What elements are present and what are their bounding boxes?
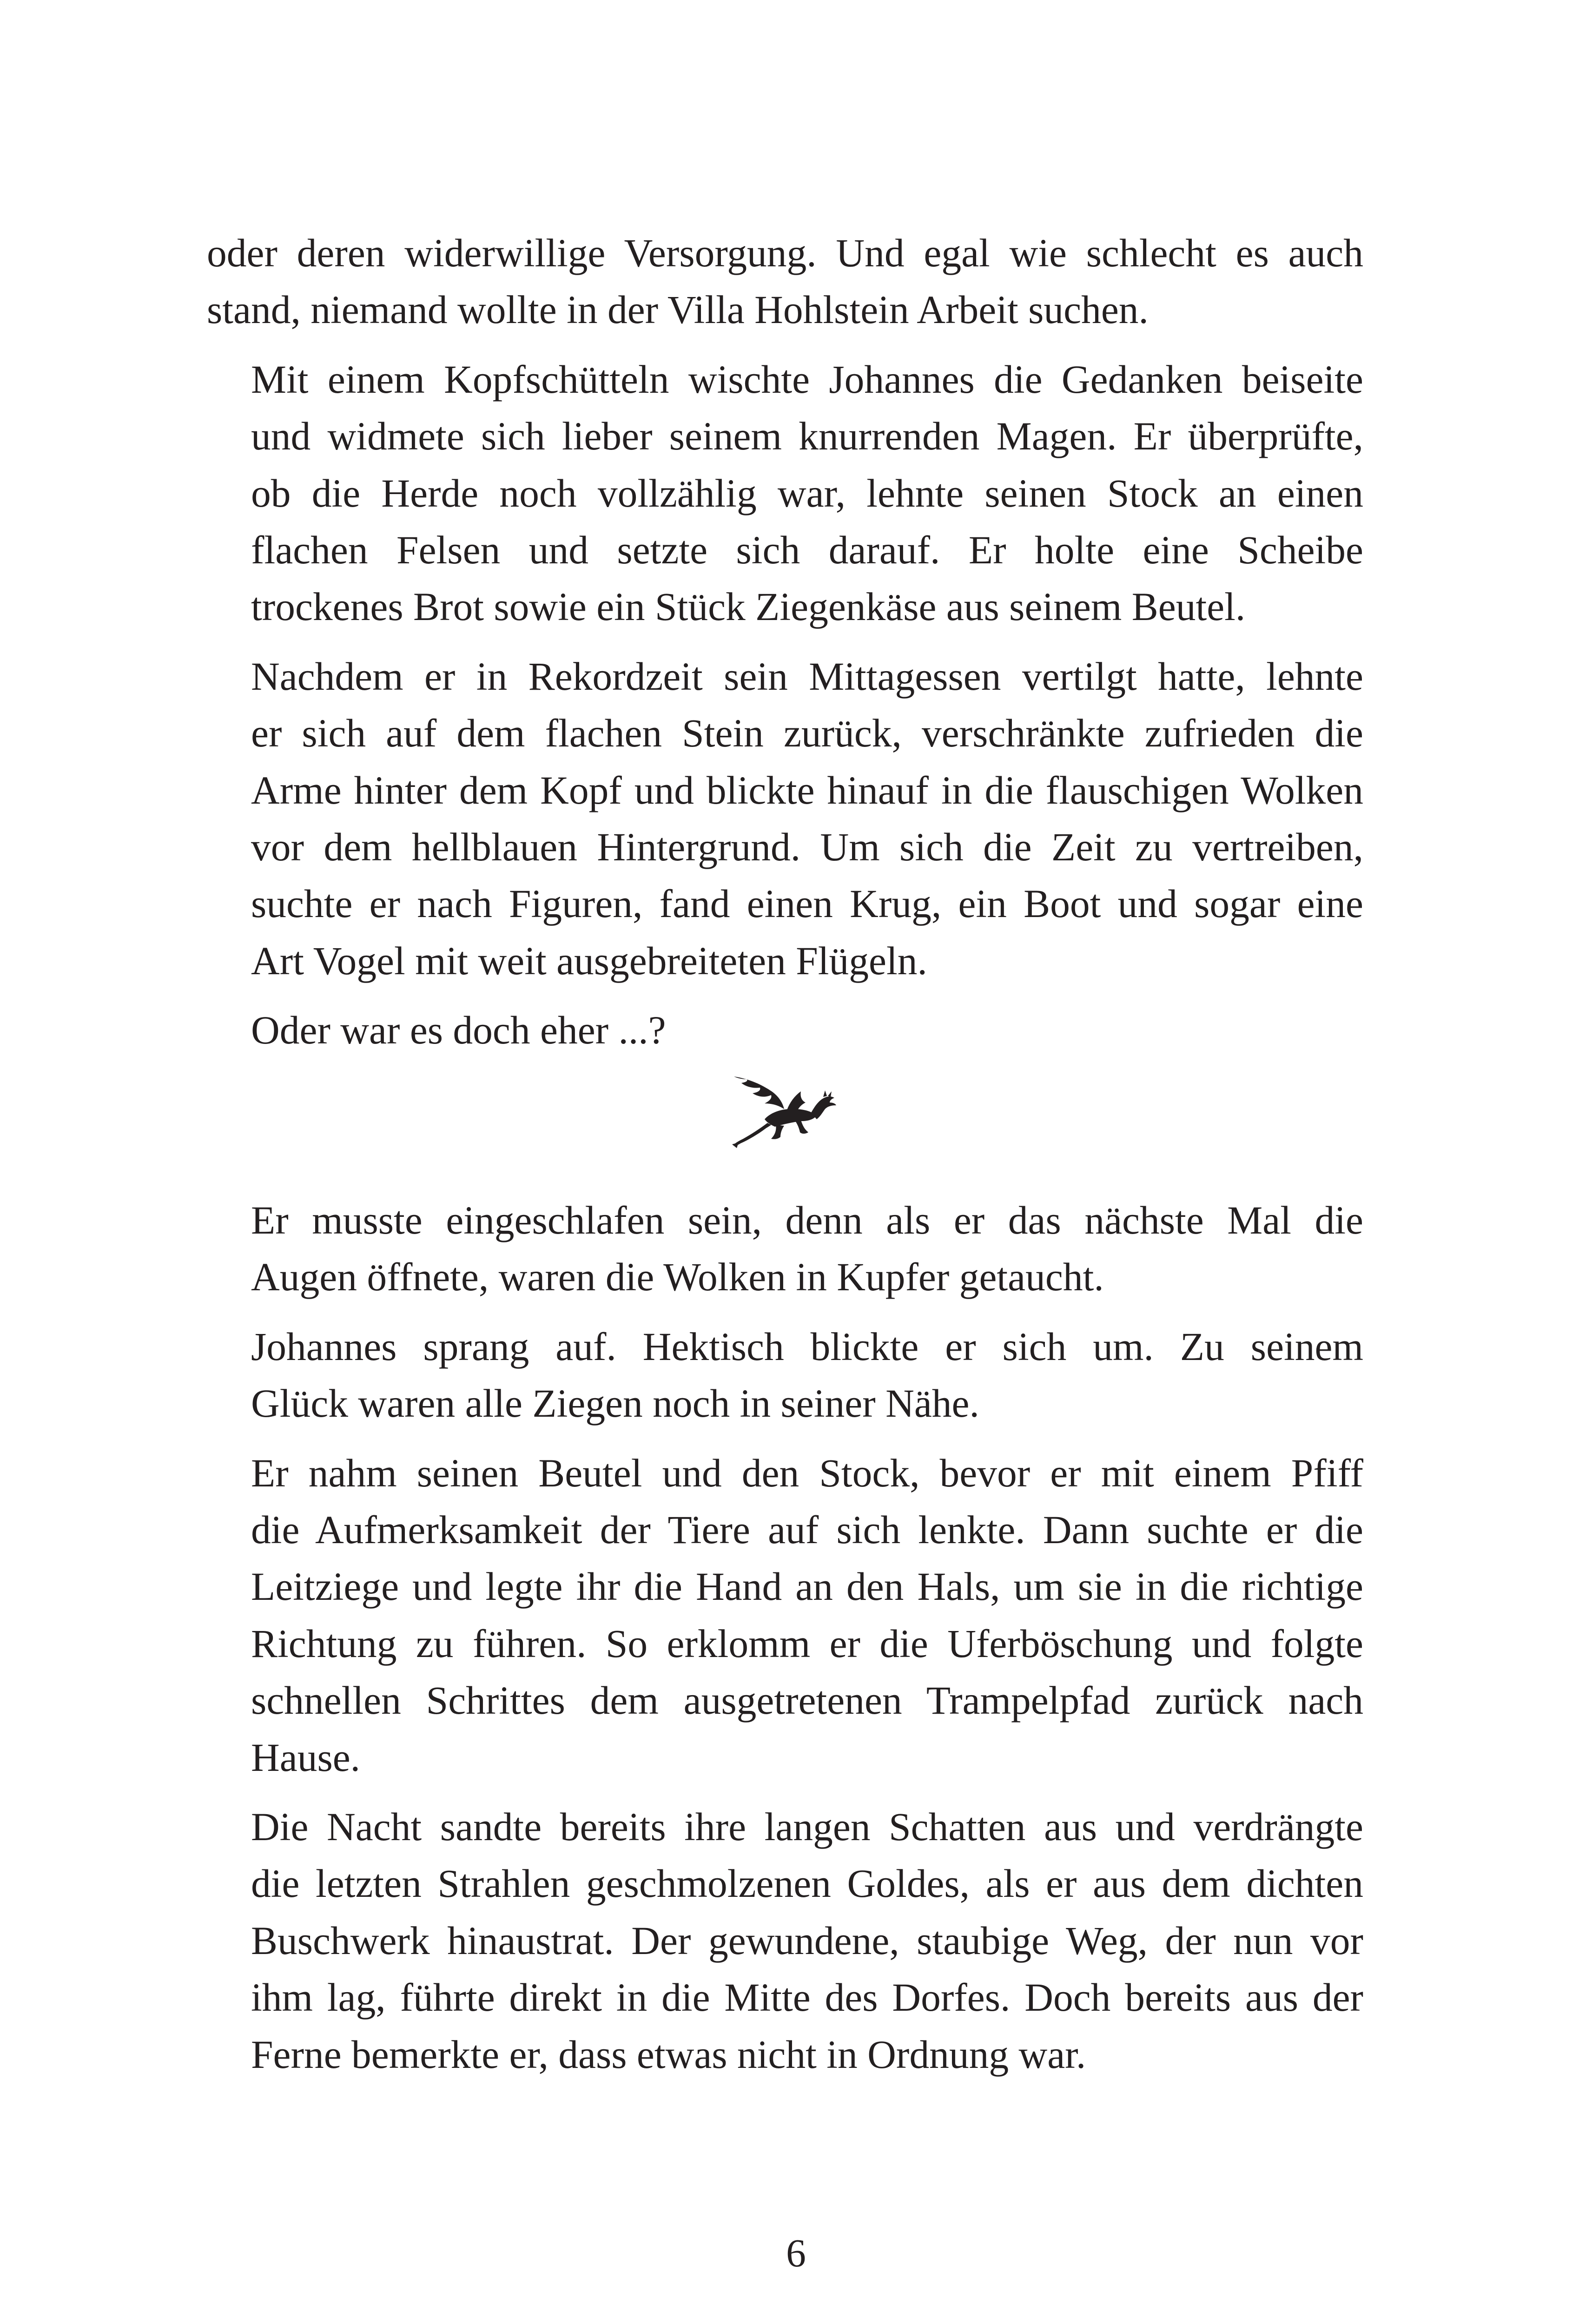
text-line: suchte er nach Figuren, fand einen Krug, ein Boot und sogar eine	[251, 882, 1363, 926]
text-line: Oder war es doch eher ...?	[251, 1009, 666, 1053]
text-line: schnellen Schrittes dem ausgetretenen Trampelpfad zurück nach	[251, 1679, 1363, 1723]
text-line: Richtung zu führen. So erklomm er die Uferböschung und folgte	[251, 1622, 1363, 1666]
text-line: er sich auf dem flachen Stein zurück, verschränkte zufrieden die	[251, 712, 1363, 756]
text-line: Johannes sprang auf. Hektisch blickte er sich um. Zu seinem	[251, 1325, 1363, 1369]
paragraph	[207, 1799, 1363, 2083]
text-line: Art Vogel mit weit ausgebreiteten Flügeln.	[251, 939, 927, 983]
paragraph	[207, 225, 1363, 339]
text-line: oder deren widerwillige Versorgung. Und egal wie schlecht es auch	[207, 231, 1363, 275]
text-line: Ferne bemerkte er, dass etwas nicht in Ordnung war.	[251, 2033, 1086, 2077]
text-line: die letzten Strahlen geschmolzenen Goldes, als er aus dem dichten	[251, 1862, 1363, 1906]
text-line: Nachdem er in Rekordzeit sein Mittagessen vertilgt hatte, lehnte	[251, 654, 1363, 699]
text-line: Arme hinter dem Kopf und blickte hinauf in die flauschigen Wolken	[251, 768, 1363, 812]
section-before-break	[207, 225, 1363, 1059]
text-line: Buschwerk hinaustrat. Der gewundene, staubige Weg, der nun vor	[251, 1919, 1363, 1963]
text-line: vor dem hellblauen Hintergrund. Um sich die Zeit zu vertreiben,	[251, 825, 1363, 870]
page-number: 6	[786, 2232, 806, 2275]
text-line: und widmete sich lieber seinem knurrenden Magen. Er überprüfte,	[251, 415, 1363, 459]
text-line: Glück waren alle Ziegen noch in seiner Nähe.	[251, 1382, 979, 1426]
text-line: ob die Herde noch vollzählig war, lehnte seinen Stock an einen	[251, 471, 1363, 515]
text-line: Die Nacht sandte bereits ihre langen Schatten aus und verdrängte	[251, 1805, 1363, 1849]
text-line: Augen öffnete, waren die Wolken in Kupfer getaucht.	[251, 1255, 1104, 1300]
section-after-break	[207, 1192, 1363, 2083]
text-line: ihm lag, führte direkt in die Mitte des Dorfes. Doch bereits aus der	[251, 1976, 1363, 2020]
paragraph	[207, 1002, 1363, 1059]
text-line: Er nahm seinen Beutel und den Stock, bevor er mit einem Pfiff	[251, 1451, 1363, 1495]
dragon-icon	[732, 1075, 837, 1149]
paragraph	[207, 351, 1363, 636]
text-line: Leitziege und legte ihr die Hand an den Hals, um sie in die richtige	[251, 1565, 1363, 1609]
paragraph	[207, 1192, 1363, 1306]
text-line: Hause.	[251, 1736, 361, 1780]
text-line: Er musste eingeschlafen sein, denn als er das nächste Mal die	[251, 1199, 1363, 1242]
text-line: Mit einem Kopfschütteln wischte Johannes die Gedanken beiseite	[251, 357, 1363, 402]
text-line: flachen Felsen und setzte sich darauf. Er holte eine Scheibe	[251, 528, 1363, 573]
paragraph	[207, 1445, 1363, 1786]
text-line: die Aufmerksamkeit der Tiere auf sich lenkte. Dann suchte er die	[251, 1508, 1363, 1552]
paragraph	[207, 1319, 1363, 1433]
paragraph	[207, 648, 1363, 990]
text-line: trockenes Brot sowie ein Stück Ziegenkäse aus seinem Beutel.	[251, 585, 1246, 629]
text-line: stand, niemand wollte in der Villa Hohlstein Arbeit suchen.	[207, 288, 1149, 332]
